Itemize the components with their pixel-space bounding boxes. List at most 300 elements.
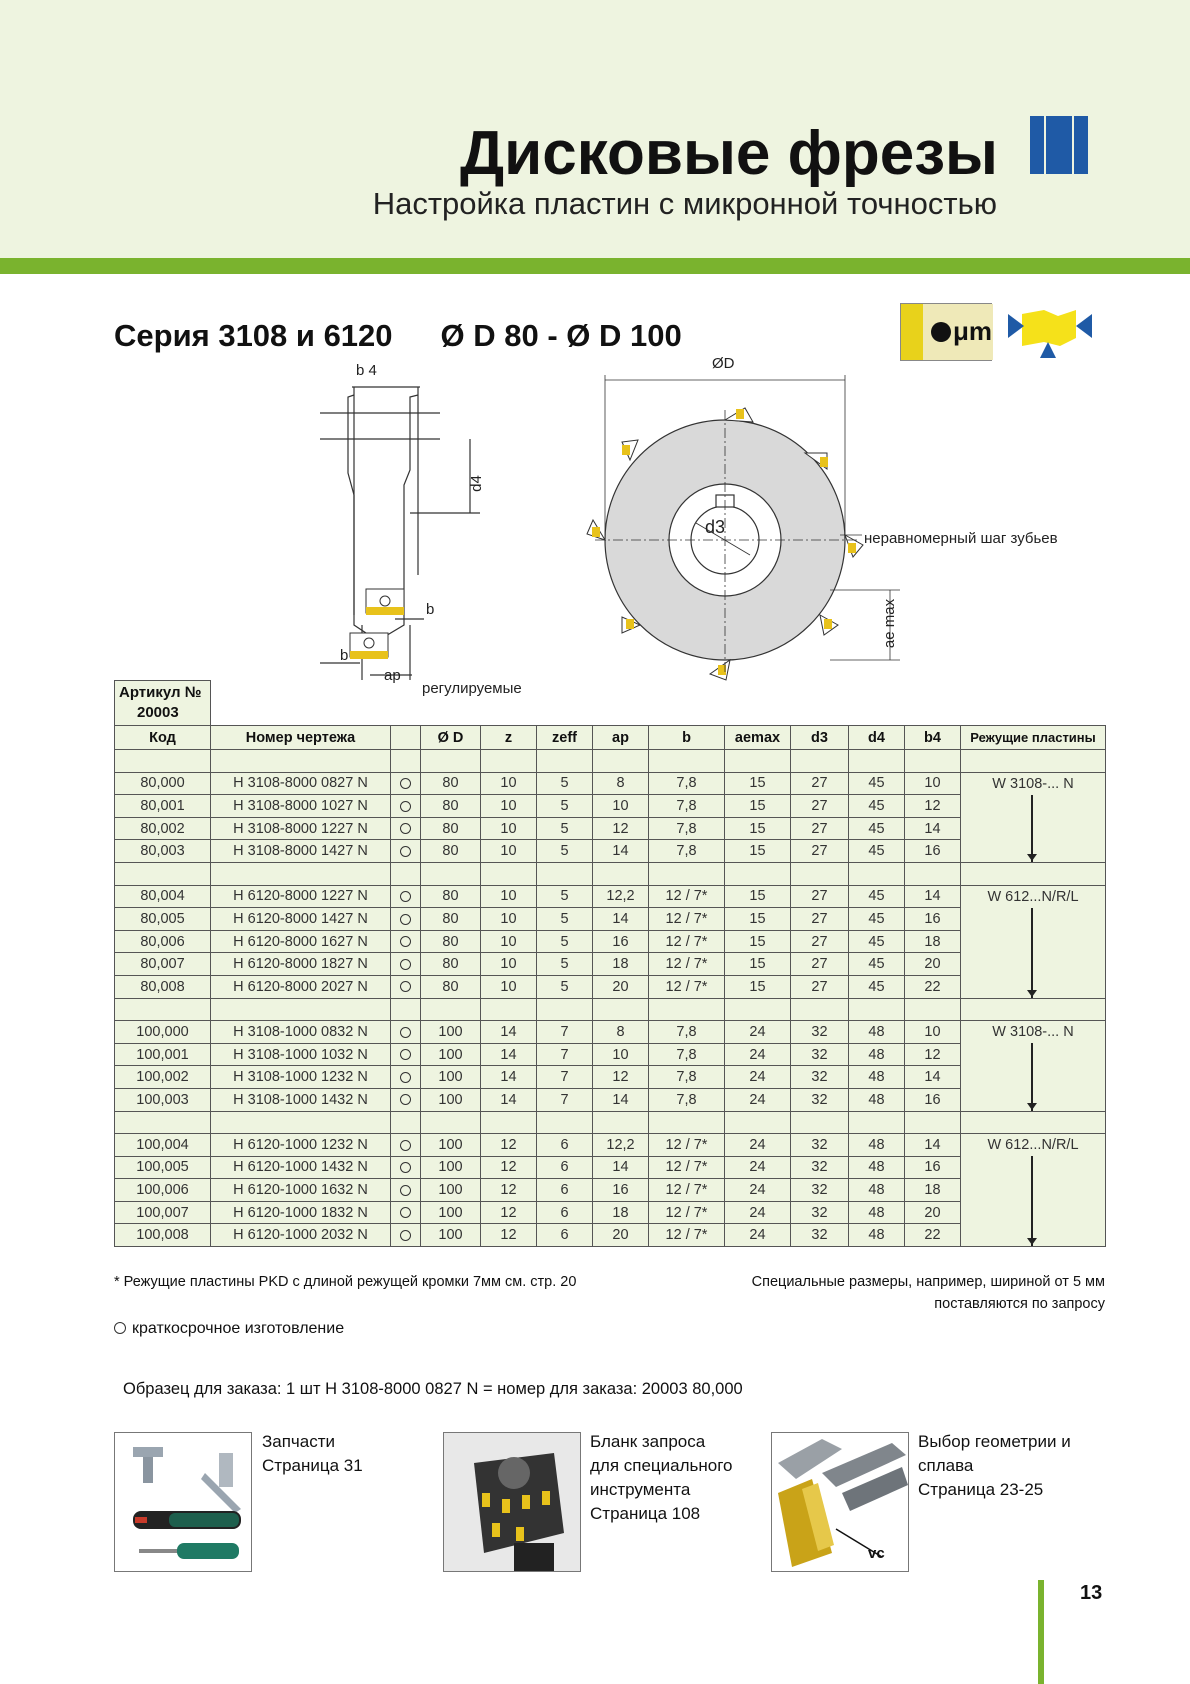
ref-spare-parts-line: Страница 31: [262, 1456, 363, 1475]
cell-inserts: W 3108-... N: [961, 1021, 1106, 1044]
table-row: [115, 1201, 1106, 1224]
table-row: [115, 795, 1106, 818]
cell-b: 12 / 7*: [649, 1134, 725, 1157]
circle-icon: [400, 936, 411, 947]
cell-zeff: 6: [537, 1179, 593, 1202]
cell-b4: 16: [905, 1156, 961, 1179]
cell-diameter: 100: [421, 1043, 481, 1066]
series-name: Серия 3108 и 6120: [114, 318, 393, 353]
cell-aemax: 15: [725, 975, 791, 998]
table-spacer-row: [115, 998, 1106, 1021]
cell-z: 14: [481, 1043, 537, 1066]
cell-code: 100,002: [115, 1066, 211, 1089]
cell-diameter: 80: [421, 975, 481, 998]
cell-d3: 27: [791, 930, 849, 953]
cell-d4: 48: [849, 1224, 905, 1247]
col-zeff: zeff: [537, 726, 593, 750]
cell-aemax: 24: [725, 1021, 791, 1044]
cell-aemax: 15: [725, 908, 791, 931]
cell-z: 12: [481, 1201, 537, 1224]
cell-b: 12 / 7*: [649, 930, 725, 953]
table-header-row: [115, 726, 1106, 750]
cell-d4: 48: [849, 1179, 905, 1202]
cell-d4: 48: [849, 1088, 905, 1111]
table-row: [115, 930, 1106, 953]
circle-icon: [400, 1185, 411, 1196]
table-row: [115, 1224, 1106, 1247]
cell-drawing-no: H 3108-8000 1227 N: [211, 817, 391, 840]
cell-d3: 32: [791, 1224, 849, 1247]
cell-inserts: [961, 817, 1106, 840]
cell-diameter: 80: [421, 885, 481, 908]
cell-d4: 45: [849, 840, 905, 863]
spare-parts-image[interactable]: [114, 1432, 252, 1572]
cell-ap: 8: [593, 772, 649, 795]
micron-badge: [900, 303, 992, 361]
series-diameter: Ø D 80 - Ø D 100: [440, 318, 682, 353]
adjustable-label: регулируемые: [422, 680, 522, 697]
header-accent-bar: [0, 258, 1190, 274]
cell-d3: 32: [791, 1179, 849, 1202]
cell-diameter: 100: [421, 1224, 481, 1247]
cell-ap: 12,2: [593, 1134, 649, 1157]
arrow-head-icon: [1027, 990, 1037, 997]
cell-mark: [391, 953, 421, 976]
cell-d4: 48: [849, 1201, 905, 1224]
down-arrow-icon: [1031, 908, 1033, 931]
article-label: Артикул №: [119, 684, 202, 701]
cell-drawing-no: H 3108-8000 1427 N: [211, 840, 391, 863]
cell-aemax: 24: [725, 1066, 791, 1089]
adjustment-icon: [1004, 302, 1096, 362]
cell-z: 10: [481, 885, 537, 908]
cell-d3: 32: [791, 1201, 849, 1224]
table-spacer-row: [115, 750, 1106, 773]
page-number-bar: [1038, 1580, 1044, 1684]
cell-b: 7,8: [649, 795, 725, 818]
cell-zeff: 5: [537, 795, 593, 818]
cell-zeff: 6: [537, 1134, 593, 1157]
cell-b4: 10: [905, 772, 961, 795]
cell-diameter: 80: [421, 930, 481, 953]
cell-aemax: 24: [725, 1134, 791, 1157]
col-diameter: Ø D: [421, 726, 481, 750]
cell-ap: 18: [593, 1201, 649, 1224]
cell-zeff: 5: [537, 975, 593, 998]
table-row: [115, 1021, 1106, 1044]
cell-b: 7,8: [649, 1043, 725, 1066]
ref-insert-geometry-line: сплава: [918, 1456, 974, 1475]
cell-d3: 32: [791, 1021, 849, 1044]
circle-icon: [400, 1094, 411, 1105]
cell-b: 12 / 7*: [649, 1156, 725, 1179]
down-arrow-icon: [1031, 930, 1033, 953]
cell-inserts: [961, 908, 1106, 931]
cell-z: 12: [481, 1224, 537, 1247]
cell-drawing-no: H 6120-8000 1427 N: [211, 908, 391, 931]
dim-ae-max: ae max: [881, 598, 899, 649]
cell-b: 7,8: [649, 772, 725, 795]
cell-ap: 8: [593, 1021, 649, 1044]
cell-inserts: [961, 1224, 1106, 1247]
cell-z: 12: [481, 1179, 537, 1202]
cell-inserts: W 612...N/R/L: [961, 885, 1106, 908]
cell-mark: [391, 795, 421, 818]
col-inserts: Режущие пластины: [961, 726, 1106, 750]
cell-inserts: [961, 1156, 1106, 1179]
cell-b: 12 / 7*: [649, 1179, 725, 1202]
cell-diameter: 80: [421, 908, 481, 931]
cell-aemax: 15: [725, 840, 791, 863]
col-code: Код: [115, 726, 211, 750]
ref-special-tool-line: для специального: [590, 1456, 733, 1475]
cell-aemax: 24: [725, 1043, 791, 1066]
cell-z: 12: [481, 1156, 537, 1179]
cell-ap: 10: [593, 795, 649, 818]
cell-b4: 12: [905, 795, 961, 818]
cell-drawing-no: H 6120-8000 1827 N: [211, 953, 391, 976]
cell-zeff: 5: [537, 840, 593, 863]
ref-spare-parts-line: Запчасти: [262, 1432, 336, 1451]
cell-d3: 27: [791, 817, 849, 840]
ref-spare-parts[interactable]: [262, 1430, 363, 1478]
cell-code: 100,008: [115, 1224, 211, 1247]
cell-z: 10: [481, 817, 537, 840]
table-spacer-row: [115, 1111, 1106, 1134]
cell-code: 100,003: [115, 1088, 211, 1111]
cell-z: 14: [481, 1088, 537, 1111]
ref-special-tool-line: инструмента: [590, 1480, 691, 1499]
cell-mark: [391, 1224, 421, 1247]
dim-b-upper: b: [426, 601, 435, 618]
series-heading: [114, 318, 682, 354]
col-d4: d4: [849, 726, 905, 750]
ref-insert-geometry-line: Выбор геометрии и: [918, 1432, 1071, 1451]
circle-icon: [400, 823, 411, 834]
cell-z: 10: [481, 975, 537, 998]
cell-b4: 14: [905, 1134, 961, 1157]
technical-drawing: [300, 355, 1100, 705]
vc-label: vc: [868, 1545, 885, 1562]
cell-aemax: 24: [725, 1179, 791, 1202]
table-row: [115, 885, 1106, 908]
cell-d3: 32: [791, 1134, 849, 1157]
circle-icon: [400, 1049, 411, 1060]
cell-zeff: 5: [537, 885, 593, 908]
cell-d4: 48: [849, 1043, 905, 1066]
cell-d4: 45: [849, 772, 905, 795]
cell-mark: [391, 1156, 421, 1179]
cell-z: 10: [481, 772, 537, 795]
down-arrow-icon: [1031, 795, 1033, 818]
cell-inserts: W 612...N/R/L: [961, 1134, 1106, 1157]
circle-icon: [400, 1027, 411, 1038]
circle-icon: [400, 778, 411, 789]
table-row: [115, 953, 1106, 976]
dim-b-lower: b: [340, 647, 349, 664]
cell-drawing-no: H 6120-8000 2027 N: [211, 975, 391, 998]
cell-drawing-no: H 3108-8000 0827 N: [211, 772, 391, 795]
cell-ap: 16: [593, 1179, 649, 1202]
circle-icon: [114, 1322, 126, 1334]
cell-inserts: [961, 975, 1106, 998]
cell-ap: 18: [593, 953, 649, 976]
cell-aemax: 15: [725, 817, 791, 840]
circle-icon: [400, 891, 411, 902]
dim-d4: d4: [467, 475, 485, 492]
cell-d4: 48: [849, 1134, 905, 1157]
cell-d3: 32: [791, 1066, 849, 1089]
legend: [114, 1320, 344, 1338]
cell-mark: [391, 772, 421, 795]
down-arrow-icon: [1031, 817, 1033, 840]
ref-insert-geometry[interactable]: [918, 1430, 1071, 1502]
cell-mark: [391, 1134, 421, 1157]
dim-b4: b 4: [356, 362, 377, 379]
cell-aemax: 24: [725, 1224, 791, 1247]
cell-aemax: 15: [725, 953, 791, 976]
cell-mark: [391, 1043, 421, 1066]
col-b4: b4: [905, 726, 961, 750]
col-aemax: aemax: [725, 726, 791, 750]
cell-b: 7,8: [649, 840, 725, 863]
dim-ap: ap: [384, 667, 401, 684]
cell-mark: [391, 908, 421, 931]
cell-b4: 18: [905, 1179, 961, 1202]
cell-inserts: [961, 1201, 1106, 1224]
table-row: [115, 1066, 1106, 1089]
table-row: [115, 1088, 1106, 1111]
cell-code: 80,008: [115, 975, 211, 998]
cell-b4: 14: [905, 1066, 961, 1089]
circle-icon: [400, 1207, 411, 1218]
cell-b: 7,8: [649, 1021, 725, 1044]
cell-diameter: 80: [421, 953, 481, 976]
article-number: 20003: [137, 704, 179, 721]
cell-drawing-no: H 6120-1000 1232 N: [211, 1134, 391, 1157]
cell-drawing-no: H 6120-8000 1227 N: [211, 885, 391, 908]
table-row: [115, 772, 1106, 795]
down-arrow-icon: [1031, 1043, 1033, 1066]
cell-d4: 45: [849, 975, 905, 998]
cell-ap: 14: [593, 908, 649, 931]
footnote-special-2: поставляются по запросу: [934, 1296, 1105, 1312]
cell-drawing-no: H 3108-1000 0832 N: [211, 1021, 391, 1044]
cell-d3: 32: [791, 1088, 849, 1111]
cell-code: 80,006: [115, 930, 211, 953]
cell-ap: 20: [593, 975, 649, 998]
cell-drawing-no: H 3108-1000 1432 N: [211, 1088, 391, 1111]
cell-mark: [391, 840, 421, 863]
cell-zeff: 5: [537, 817, 593, 840]
cell-d3: 27: [791, 885, 849, 908]
down-arrow-icon: [1031, 1066, 1033, 1089]
cell-ap: 12: [593, 1066, 649, 1089]
cell-inserts: W 3108-... N: [961, 772, 1106, 795]
cell-d4: 48: [849, 1066, 905, 1089]
cell-diameter: 100: [421, 1179, 481, 1202]
cell-mark: [391, 930, 421, 953]
hh-logo-icon: [1030, 116, 1088, 174]
cell-diameter: 100: [421, 1156, 481, 1179]
insert-geometry-image[interactable]: [771, 1432, 909, 1572]
cell-z: 10: [481, 908, 537, 931]
cell-d3: 27: [791, 772, 849, 795]
cell-d4: 45: [849, 795, 905, 818]
circle-icon: [400, 1230, 411, 1241]
cell-d3: 27: [791, 975, 849, 998]
cell-ap: 14: [593, 840, 649, 863]
cell-b4: 22: [905, 975, 961, 998]
cell-code: 100,007: [115, 1201, 211, 1224]
cell-code: 100,004: [115, 1134, 211, 1157]
cell-code: 100,006: [115, 1179, 211, 1202]
cell-z: 12: [481, 1134, 537, 1157]
circle-icon: [400, 914, 411, 925]
cell-zeff: 7: [537, 1088, 593, 1111]
cell-mark: [391, 885, 421, 908]
cell-drawing-no: H 6120-1000 1832 N: [211, 1201, 391, 1224]
cell-b4: 16: [905, 908, 961, 931]
page-subtitle: Настройка пластин с микронной точностью: [372, 186, 997, 221]
arrow-head-icon: [1027, 1238, 1037, 1245]
cell-code: 80,003: [115, 840, 211, 863]
cell-inserts: [961, 1088, 1106, 1111]
cell-b: 12 / 7*: [649, 908, 725, 931]
cell-b4: 20: [905, 1201, 961, 1224]
cell-drawing-no: H 6120-1000 2032 N: [211, 1224, 391, 1247]
cell-zeff: 5: [537, 953, 593, 976]
cell-aemax: 15: [725, 885, 791, 908]
cell-b: 12 / 7*: [649, 885, 725, 908]
cell-diameter: 80: [421, 795, 481, 818]
cell-drawing-no: H 6120-1000 1632 N: [211, 1179, 391, 1202]
cell-ap: 12: [593, 817, 649, 840]
legend-text: краткосрочное изготовление: [132, 1320, 345, 1337]
cell-mark: [391, 1021, 421, 1044]
cell-drawing-no: H 3108-8000 1027 N: [211, 795, 391, 818]
cell-d3: 27: [791, 908, 849, 931]
circle-icon: [400, 1072, 411, 1083]
cell-b4: 18: [905, 930, 961, 953]
cell-inserts: [961, 930, 1106, 953]
cell-mark: [391, 1088, 421, 1111]
cell-b4: 14: [905, 885, 961, 908]
ref-special-tool-line: Страница 108: [590, 1504, 701, 1523]
col-d3: d3: [791, 726, 849, 750]
micron-badge-label: μm: [953, 316, 993, 346]
cell-ap: 14: [593, 1156, 649, 1179]
cell-b: 7,8: [649, 1066, 725, 1089]
cell-d4: 48: [849, 1021, 905, 1044]
cell-ap: 20: [593, 1224, 649, 1247]
cell-b4: 16: [905, 840, 961, 863]
cell-zeff: 7: [537, 1066, 593, 1089]
cell-drawing-no: H 3108-1000 1032 N: [211, 1043, 391, 1066]
cell-inserts: [961, 1043, 1106, 1066]
cell-drawing-no: H 3108-1000 1232 N: [211, 1066, 391, 1089]
article-cell: [115, 681, 211, 726]
cell-diameter: 80: [421, 772, 481, 795]
table-row: [115, 908, 1106, 931]
cell-d4: 45: [849, 908, 905, 931]
cell-d4: 48: [849, 1156, 905, 1179]
col-drawing-no: Номер чертежа: [211, 726, 391, 750]
cell-d3: 27: [791, 953, 849, 976]
down-arrow-icon: [1031, 1156, 1033, 1179]
col-b: b: [649, 726, 725, 750]
ref-insert-geometry-line: Страница 23-25: [918, 1480, 1044, 1499]
cell-zeff: 5: [537, 908, 593, 931]
cell-zeff: 6: [537, 1224, 593, 1247]
cell-b: 12 / 7*: [649, 1201, 725, 1224]
cell-b4: 22: [905, 1224, 961, 1247]
col-z: z: [481, 726, 537, 750]
special-tool-image[interactable]: [443, 1432, 581, 1572]
table-row: [115, 817, 1106, 840]
cell-inserts: [961, 1066, 1106, 1089]
cell-d4: 45: [849, 885, 905, 908]
cell-diameter: 100: [421, 1201, 481, 1224]
cell-z: 10: [481, 840, 537, 863]
cell-d3: 27: [791, 795, 849, 818]
table-row: [115, 1156, 1106, 1179]
ref-special-tool[interactable]: [590, 1430, 733, 1526]
down-arrow-icon: [1031, 1179, 1033, 1202]
cell-zeff: 7: [537, 1043, 593, 1066]
cell-mark: [391, 975, 421, 998]
cell-d4: 45: [849, 817, 905, 840]
cell-aemax: 15: [725, 772, 791, 795]
cell-inserts: [961, 953, 1106, 976]
table-row: [115, 1134, 1106, 1157]
cell-ap: 14: [593, 1088, 649, 1111]
cell-code: 80,000: [115, 772, 211, 795]
cell-d4: 45: [849, 953, 905, 976]
cell-z: 10: [481, 930, 537, 953]
cell-inserts: [961, 840, 1106, 863]
cell-diameter: 80: [421, 817, 481, 840]
page-number: 13: [1080, 1582, 1103, 1604]
dim-diameter: ØD: [712, 355, 735, 372]
table-spacer-row: [115, 862, 1106, 885]
table-row: [115, 1179, 1106, 1202]
cell-b4: 12: [905, 1043, 961, 1066]
cell-drawing-no: H 6120-1000 1432 N: [211, 1156, 391, 1179]
cell-code: 80,004: [115, 885, 211, 908]
cell-diameter: 100: [421, 1021, 481, 1044]
cell-aemax: 15: [725, 930, 791, 953]
cell-mark: [391, 1066, 421, 1089]
cell-code: 100,005: [115, 1156, 211, 1179]
cell-aemax: 24: [725, 1201, 791, 1224]
down-arrow-icon: [1031, 953, 1033, 976]
cell-diameter: 80: [421, 840, 481, 863]
cell-z: 14: [481, 1066, 537, 1089]
ref-special-tool-line: Бланк запроса: [590, 1432, 706, 1451]
cell-code: 80,002: [115, 817, 211, 840]
cell-b4: 10: [905, 1021, 961, 1044]
table-row: [115, 975, 1106, 998]
cell-inserts: [961, 795, 1106, 818]
cell-diameter: 100: [421, 1066, 481, 1089]
cell-zeff: 7: [537, 1021, 593, 1044]
cell-code: 80,005: [115, 908, 211, 931]
cell-zeff: 5: [537, 772, 593, 795]
footnote-pkd: * Режущие пластины PKD с длиной режущей кромки 7мм см. стр. 20: [114, 1274, 577, 1290]
cell-b: 7,8: [649, 817, 725, 840]
cell-code: 100,001: [115, 1043, 211, 1066]
